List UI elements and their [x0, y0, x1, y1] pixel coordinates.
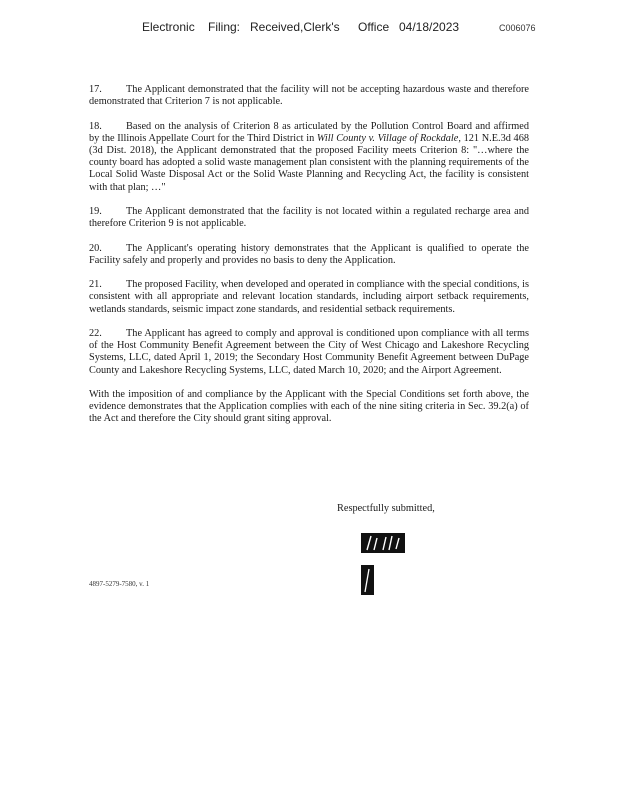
- stamp-office: Office: [358, 20, 390, 34]
- paragraph-number: 21.: [89, 279, 102, 291]
- paragraph-text: The Applicant demonstrated that the facility will not be accepting hazardous waste and therefore demonstrated that Criterion 7 is not applicable.: [89, 84, 529, 108]
- filing-stamp-header: [0, 20, 618, 38]
- paragraph-text: Based on the analysis of Criterion 8 as articulated by the Pollution Control Board and affirmed by the Illinois Appellate Court for the Third District in: [89, 120, 529, 144]
- stamp-electronic: Electronic: [142, 20, 195, 34]
- closing-paragraph: With the imposition of and compliance by the Applicant with the Special Conditions set forth above, the evidence demonstrates that the Application complies with each of the nine siting criteria in Sec. 39.2(a) of the Act and therefore the City should grant siting approval.: [89, 388, 529, 425]
- paragraph-number: 17.: [89, 84, 102, 95]
- paragraph-text: The Applicant demonstrated that the facility is not located within a regulated recharge area and therefore Criterion 9 is not applicable.: [89, 206, 529, 230]
- initial-mark-icon: [361, 565, 374, 595]
- redacted-initial: [361, 565, 374, 595]
- document-body: [89, 84, 529, 438]
- stamp-received: Received,Clerk's: [250, 20, 340, 34]
- paragraph-number: 19.: [89, 206, 102, 217]
- paragraph-17: [89, 84, 529, 108]
- paragraph-19: [89, 206, 529, 230]
- paragraph-text: The proposed Facility, when developed and operated in compliance with the special conditions, is consistent with all appropriate and relevant location standards, including airport setback requirements, wetlands standards, seismic impact zone standards, and residential setback requirements.: [89, 279, 529, 315]
- paragraph-text: The Applicant's operating history demonstrates that the Applicant is qualified to operate the Facility safely and properly and provides no basis to deny the Application.: [89, 242, 529, 266]
- redacted-signature: [361, 533, 405, 553]
- signature-label: Respectfully submitted,: [337, 503, 435, 514]
- paragraph-18: [89, 121, 529, 194]
- stamp-filing: Filing:: [208, 20, 241, 34]
- paragraph-text: 121 N.E.3d 468 (3d Dist. 2018), the Applicant demonstrated that the proposed Facility meets Criterion 8: "…where the county board has adopted a solid waste management plan consistent with the planning requirements of the Local Solid Waste Disposal Act or the Solid Waste Planning and Recycling Act, the facility is consistent with that plan; …": [89, 132, 529, 193]
- stamp-doc-code: C006076: [499, 23, 536, 33]
- paragraph-21: [89, 279, 529, 316]
- paragraph-20: [89, 243, 529, 267]
- paragraph-number: 18.: [89, 120, 102, 132]
- signature-mark-icon: [361, 533, 405, 553]
- paragraph-22: [89, 328, 529, 377]
- paragraph-number: 22.: [89, 327, 102, 339]
- paragraph-number: 20.: [89, 242, 102, 254]
- case-citation: Will County v. Village of Rockdale,: [316, 132, 461, 144]
- document-id: 4897-5279-7580, v. 1: [89, 580, 150, 588]
- paragraph-text: The Applicant has agreed to comply and approval is conditioned upon compliance with all terms of the Host Community Benefit Agreement between the City of West Chicago and Lakeshore Recycling Systems, LLC, dated April 1, 2019; the Secondary Host Community Benefit Agreement between DuPage County and Lakeshore Recycling Systems, LLC, dated March 10, 2020; and the Airport Agreement.: [89, 327, 529, 376]
- stamp-date: 04/18/2023: [399, 20, 460, 34]
